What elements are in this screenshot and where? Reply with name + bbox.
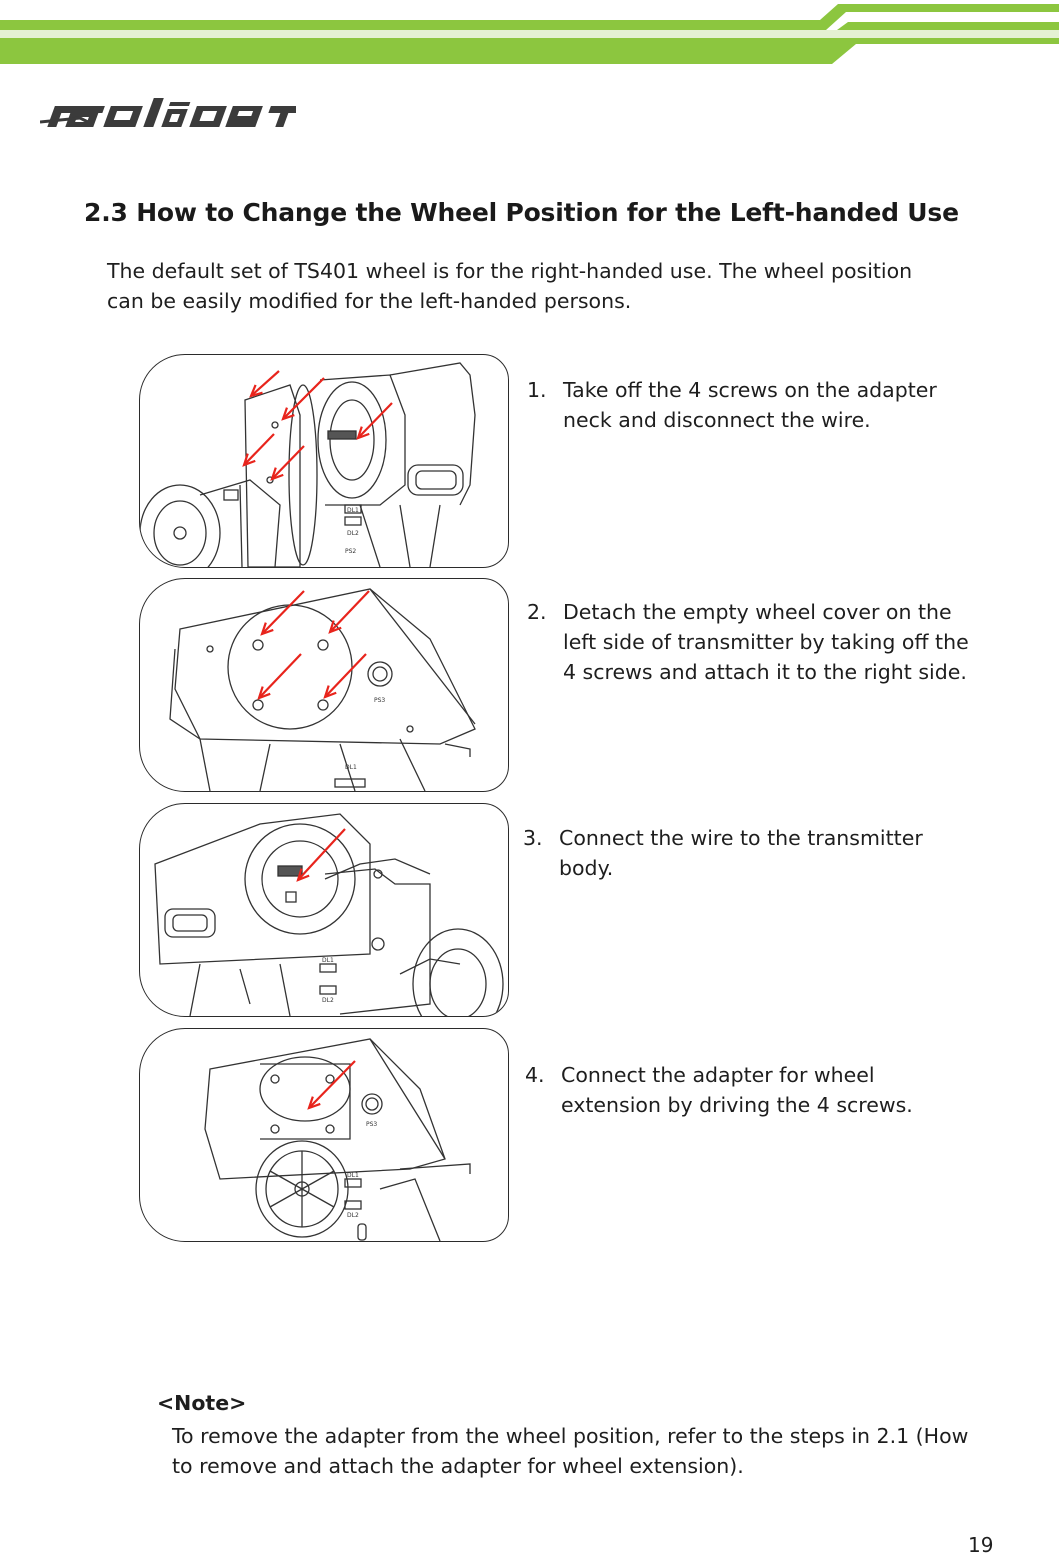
step-4-number: 4. [525,1063,545,1087]
wheel-icon [413,929,503,1016]
wheel-icon [140,485,220,567]
step-2-text: Detach the empty wheel cover on the left side of transmitter by taking off the 4 screws and attach it to the right side. [563,600,969,684]
page-number: 19 [968,1533,994,1557]
step-4-illustration [139,1028,509,1242]
dl1-label-4: DL1 [347,1172,359,1179]
header-banner [0,0,1059,80]
dl2-label-4: DL2 [347,1212,359,1219]
step-1 [527,375,987,435]
step-2-number: 2. [527,600,547,624]
step-1-text: Take off the 4 screws on the adapter neck and disconnect the wire. [563,378,937,432]
wheel-cover [228,605,352,729]
dl1-label-3: DL1 [322,957,334,964]
adapter-neck [245,385,300,567]
radiopost-logo [40,92,296,138]
dl1-label: DL1 [347,507,359,514]
ps2-label: PS2 [345,548,357,555]
step-3 [523,823,983,883]
note-text: To remove the adapter from the wheel position, refer to the steps in 2.1 (How to remove and attach the adapter for wheel extension). [172,1424,969,1478]
ps3-button [368,662,392,686]
step-3-number: 3. [523,826,543,850]
section-title: 2.3 How to Change the Wheel Position for the Left-handed Use [84,198,959,227]
dl2-label-3: DL2 [322,997,334,1004]
ps3-label-4: PS3 [366,1121,378,1128]
ps3-label: PS3 [374,697,386,704]
step-4-text: Connect the adapter for wheel extension by driving the 4 screws. [561,1063,913,1117]
step-4 [525,1060,965,1120]
transmitter-body [155,814,370,964]
step-1-illustration [139,354,509,568]
step-3-illustration [139,803,509,1017]
note-heading: <Note> [157,1391,247,1415]
intro-paragraph: The default set of TS401 wheel is for the right-handed use. The wheel position can be easily modified for the left-handed persons. [107,259,913,313]
step-1-number: 1. [527,378,547,402]
dl2-label: DL2 [347,530,359,537]
dl1-label-2: DL1 [345,764,357,771]
step-2 [527,597,982,687]
step-2-illustration [139,578,509,792]
step-3-text: Connect the wire to the transmitter body. [559,826,923,880]
wheel-icon [256,1141,348,1237]
